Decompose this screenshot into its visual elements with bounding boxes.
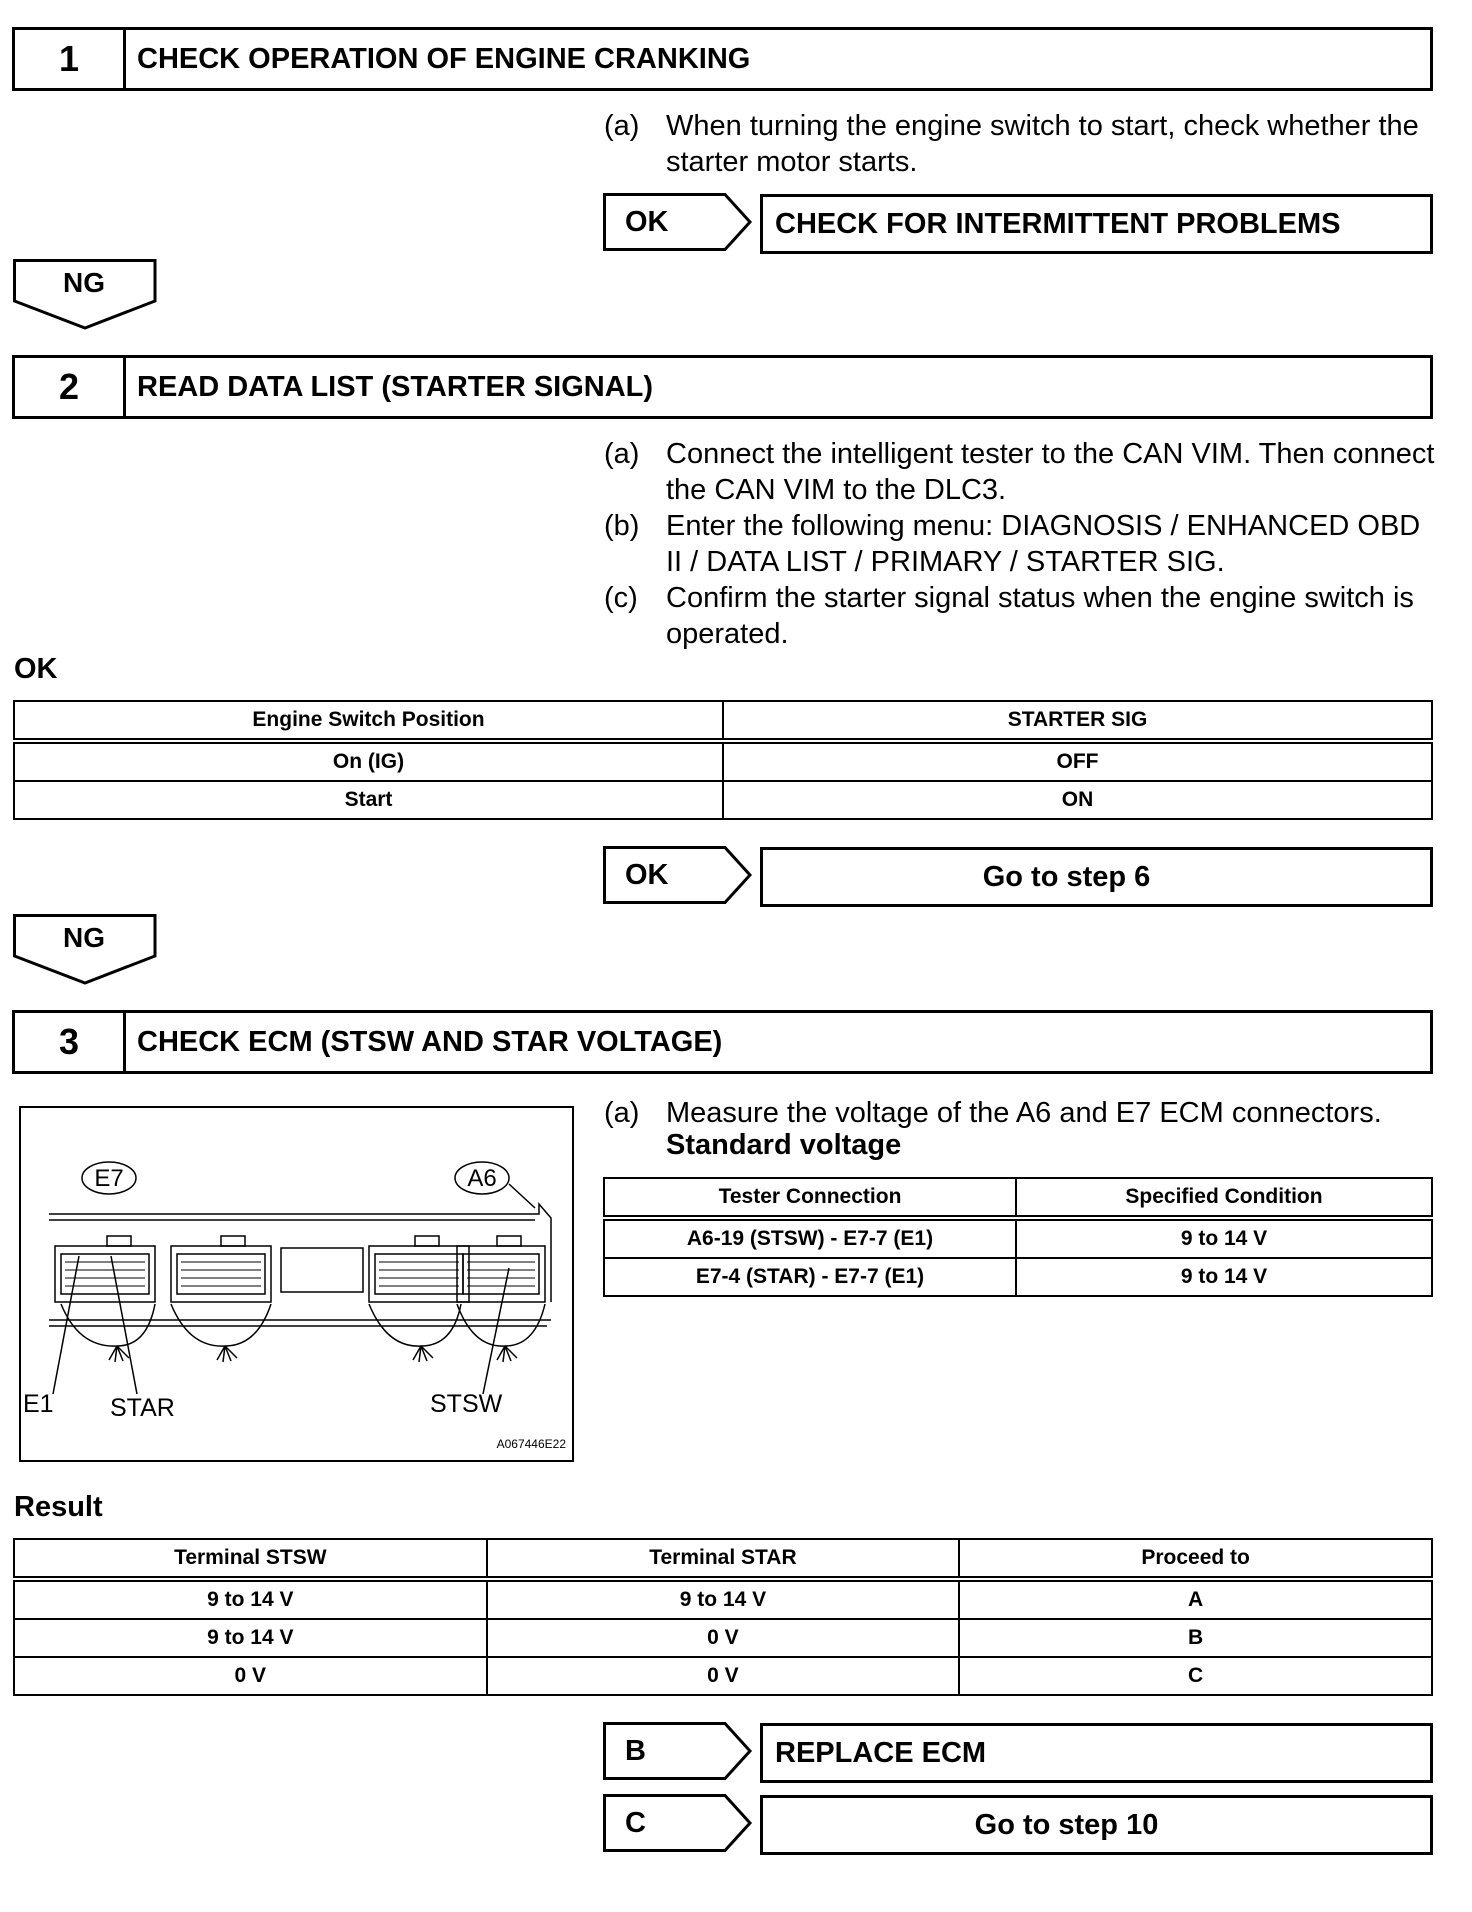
ng-tag [13, 914, 161, 986]
ok-label: OK [625, 205, 669, 238]
table-cell: ON [723, 781, 1432, 819]
table-cell: 0 V [14, 1657, 487, 1695]
ecm-connector-illustration [21, 1108, 572, 1460]
table-row [14, 781, 1432, 819]
connector-e7-label: E7 [94, 1165, 124, 1192]
standard-voltage-table [603, 1177, 1433, 1297]
table-header-row [14, 1539, 1432, 1579]
ok-tag [603, 193, 753, 251]
ng-label: NG [63, 267, 105, 298]
terminal-e1-label: E1 [23, 1390, 54, 1418]
result-table [13, 1538, 1433, 1696]
ok-result-text: CHECK FOR INTERMITTENT PROBLEMS [775, 207, 1341, 240]
table-header-cell: Tester Connection [604, 1178, 1016, 1218]
branch-c-tag [603, 1794, 753, 1852]
connector-a6-label: A6 [467, 1165, 497, 1192]
branch-c-result-box [760, 1795, 1433, 1855]
instruction-text: When turning the engine switch to start, check whether the starter motor starts. [666, 110, 1419, 178]
table-cell: 9 to 14 V [1016, 1218, 1432, 1258]
table-heading: OK [14, 653, 58, 685]
step-number: 1 [15, 30, 126, 88]
table-cell: B [959, 1619, 1432, 1657]
instruction-label: (a) [604, 1097, 640, 1129]
table-row [14, 1619, 1432, 1657]
step-number: 2 [15, 358, 126, 416]
step-number: 3 [15, 1013, 126, 1071]
ok-result-box [760, 194, 1433, 254]
table-cell: A6-19 (STSW) - E7-7 (E1) [604, 1218, 1016, 1258]
table-cell: OFF [723, 741, 1432, 781]
table-header-cell: Engine Switch Position [14, 701, 723, 741]
table-header-cell: Terminal STSW [14, 1539, 487, 1579]
table-cell: 9 to 14 V [14, 1579, 487, 1619]
instruction-item [604, 436, 1434, 508]
table-header-cell: Terminal STAR [487, 1539, 960, 1579]
terminal-star-label: STAR [110, 1394, 175, 1422]
step-title: READ DATA LIST (STARTER SIGNAL) [137, 370, 654, 403]
starter-signal-table [13, 700, 1433, 820]
instruction-text: Enter the following menu: DIAGNOSIS / ENHANCED OBD II / DATA LIST / PRIMARY / STARTER SIG. [666, 510, 1421, 578]
figure-id: A067446E22 [496, 1437, 566, 1451]
table-header-cell: Proceed to [959, 1539, 1432, 1579]
table-cell: 9 to 14 V [487, 1579, 960, 1619]
table-row [604, 1258, 1432, 1296]
step-1-header [12, 27, 1433, 91]
table-header-row [604, 1178, 1432, 1218]
instruction-item [604, 108, 1434, 180]
table-cell: A [959, 1579, 1432, 1619]
table-cell: Start [14, 781, 723, 819]
step-2-header [12, 355, 1433, 419]
instruction-text: Measure the voltage of the A6 and E7 ECM connectors. [666, 1097, 1382, 1129]
instruction-item [604, 580, 1434, 652]
instruction-item [604, 508, 1434, 580]
ok-result-box [760, 847, 1433, 907]
instruction-item [604, 1095, 1434, 1131]
table-cell: E7-4 (STAR) - E7-7 (E1) [604, 1258, 1016, 1296]
instruction-label: (a) [604, 110, 640, 142]
standard-voltage-label: Standard voltage [666, 1129, 902, 1161]
branch-label: C [625, 1806, 646, 1839]
table-header-cell: Specified Condition [1016, 1178, 1432, 1218]
step-3-header [12, 1010, 1433, 1074]
table-cell: 9 to 14 V [14, 1619, 487, 1657]
branch-b-tag [603, 1722, 753, 1780]
branch-result-text: Go to step 10 [974, 1808, 1159, 1841]
table-cell: On (IG) [14, 741, 723, 781]
ecm-connector-figure [19, 1106, 574, 1462]
instruction-text: Connect the intelligent tester to the CAN VIM. Then connect the CAN VIM to the DLC3. [666, 438, 1435, 506]
table-header-cell: STARTER SIG [723, 701, 1432, 741]
instruction-label: (c) [604, 582, 638, 614]
branch-b-result-box [760, 1723, 1433, 1783]
branch-label: B [625, 1734, 646, 1767]
step-title: CHECK ECM (STSW AND STAR VOLTAGE) [137, 1025, 723, 1058]
table-row [14, 741, 1432, 781]
table-cell: 0 V [487, 1619, 960, 1657]
instruction-text: Confirm the starter signal status when the engine switch is operated. [666, 582, 1414, 650]
instruction-label: (b) [604, 510, 640, 542]
table-cell: C [959, 1657, 1432, 1695]
table-header-row [14, 701, 1432, 741]
ok-result-text: Go to step 6 [982, 860, 1151, 893]
table-row [14, 1657, 1432, 1695]
table-cell: 9 to 14 V [1016, 1258, 1432, 1296]
ng-tag [13, 259, 161, 331]
ng-label: NG [63, 922, 105, 953]
table-cell: 0 V [487, 1657, 960, 1695]
step-title: CHECK OPERATION OF ENGINE CRANKING [137, 42, 751, 75]
branch-result-text: REPLACE ECM [775, 1736, 987, 1769]
terminal-stsw-label: STSW [430, 1390, 503, 1418]
ok-tag [603, 846, 753, 904]
ok-label: OK [625, 858, 669, 891]
table-row [604, 1218, 1432, 1258]
table-row [14, 1579, 1432, 1619]
result-heading: Result [14, 1491, 103, 1523]
instruction-label: (a) [604, 438, 640, 470]
